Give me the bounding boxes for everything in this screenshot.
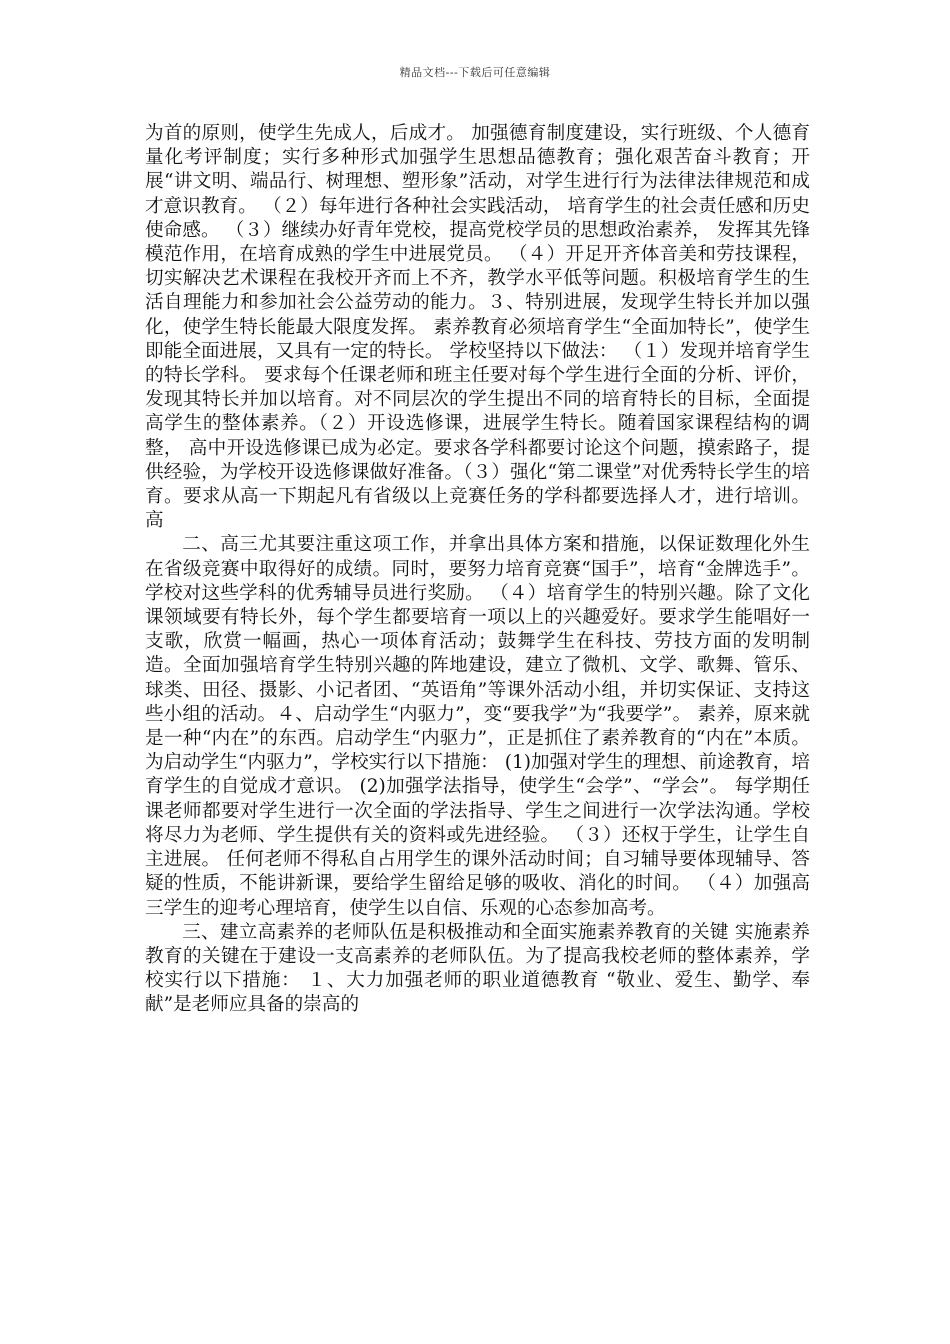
paragraph-2: 二、高三尤其要注重这项工作，并拿出具体方案和措施，以保证数理化外生在省级竞赛中取得好的成绩。同时，要努力培育竞赛“国手”，培育“金牌选手”。学校对这些学科的优秀辅导员进行奖励。 （４）培育学生的特别兴趣。除了文化课领域要有特长外，每个学生都要培育一项以上的兴趣爱好。要求学生能唱好一支歌，欣赏一幅画，热心一项体育活动；鼓舞学生在科技、劳技方面的发明制造。全面加强培育学生特别兴趣的阵地建设，建立了微机、文学、歌舞、管乐、球类、田径、摄影、小记者团、“英语角”等课外活动小组，并切实保证、支持这些小组的活动。４、启动学生“内驱力”，变“要我学”为“我要学”。 素养，原来就是一种“内在”的东西。启动学生“内驱力”，正是抓住了素养教育的“内在”本质。 为启动学生“内驱力”，学校实行以下措施： (1)加强对学生的理想、前途教育，培育学生的自觉成才意识。 (2)加强学法指导，使学生“会学”、“学会”。 每学期任课老师都要对学生进行一次全面的学法指导、学生之间进行一次学法沟通。学校将尽力为老师、学生提供有关的资料或先进经验。 （３）还权于学生，让学生自主进展。 任何老师不得私自占用学生的课外活动时间；自习辅导要体现辅导、答疑的性质，不能讲新课，要给学生留给足够的吸收、消化的时间。 （４）加强高三学生的迎考心理培育，使学生以自信、乐观的心态参加高考。	[145, 534, 810, 919]
paragraph-1: 为首的原则，使学生先成人，后成才。 加强德育制度建设，实行班级、个人德育量化考评制度；实行多种形式加强学生思想品德教育；强化艰苦奋斗教育；开展“讲文明、端品行、树理想、塑形象”活动，对学生进行行为法律法律规范和成才意识教育。 （２）每年进行各种社会实践活动， 培育学生的社会责任感和历史使命感。 （３）继续办好青年党校，提高党校学员的思想政治素养， 发挥其先锋模范作用，在培育成熟的学生中进展党员。 （４）开足开齐体音美和劳技课程， 切实解决艺术课程在我校开齐而上不齐，教学水平低等问题。积极培育学生的生活自理能力和参加社会公益劳动的能力。３、特别进展，发现学生特长并加以强化，使学生特长能最大限度发挥。 素养教育必须培育学生“全面加特长”，使学生即能全面进展，又具有一定的特长。 学校坚持以下做法： （１）发现并培育学生的特长学科。 要求每个任课老师和班主任要对每个学生进行全面的分析、评价，发现其特长并加以培育。对不同层次的学生提出不同的培育特长的目标，全面提高学生的整体素养。（２）开设选修课，进展学生特长。随着国家课程结构的调整， 高中开设选修课已成为必定。要求各学科都要讨论这个问题，摸索路子，提供经验，为学校开设选修课做好准备。（３）强化“第二课堂”对优秀特长学生的培育。要求从高一下期起凡有省级以上竞赛任务的学科都要选择人才，进行培训。高	[145, 123, 810, 532]
document-body	[145, 122, 810, 1018]
page-header: 精品文档---下载后可任意编辑	[399, 66, 551, 79]
paragraph-3: 三、建立高素养的老师队伍是积极推动和全面实施素养教育的关键 实施素养教育的关键在于建设一支高素养的老师队伍。为了提高我校老师的整体素养，学校实行以下措施： １、大力加强老师的职业道德教育 “敬业、爱生、勤学、奉献”是老师应具备的崇高的	[145, 921, 810, 1016]
